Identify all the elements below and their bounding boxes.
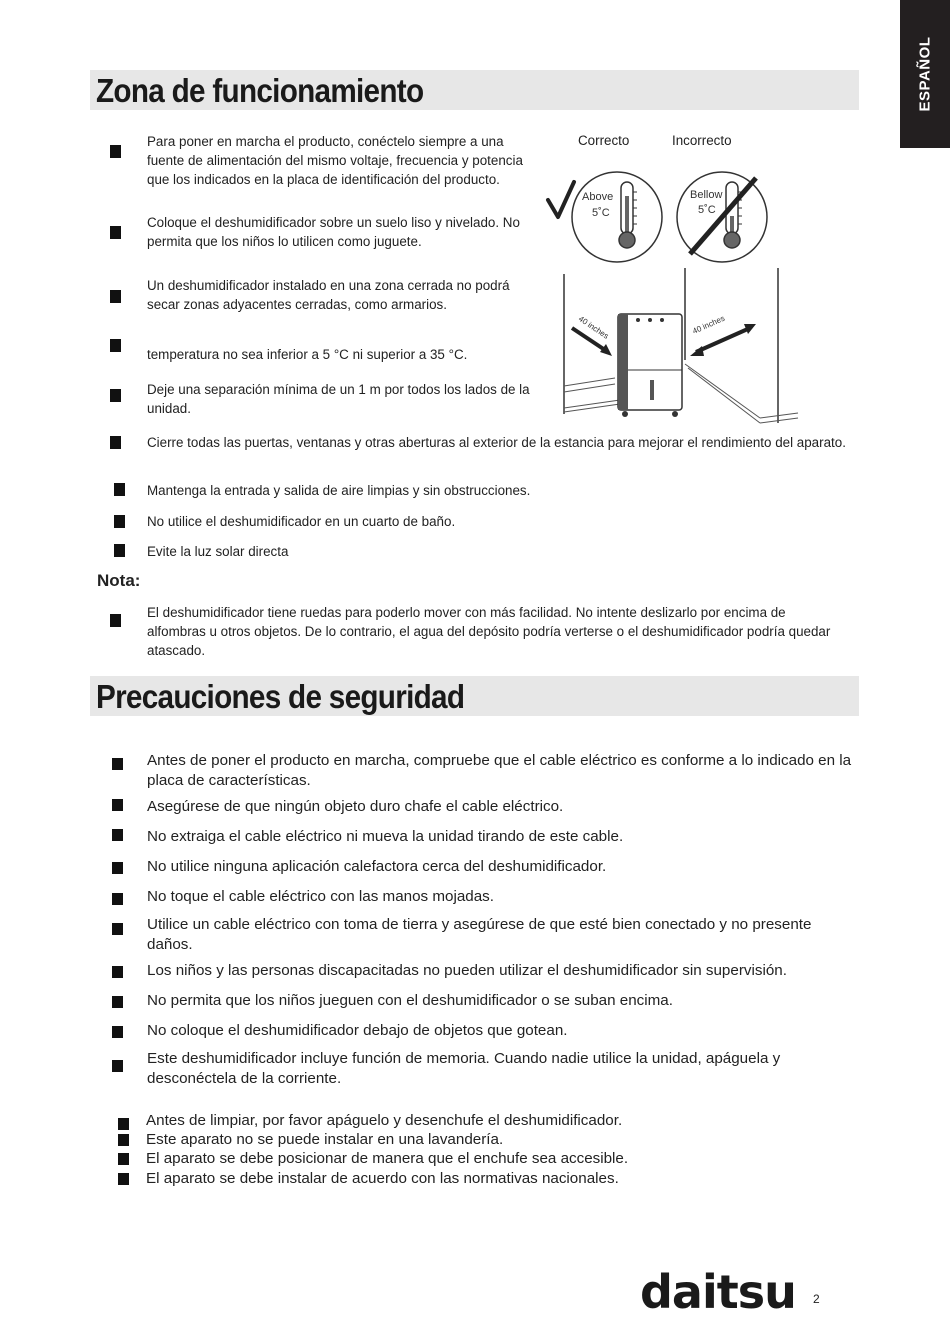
clearance-right-label: 40 inches <box>691 313 727 336</box>
list-item: No extraiga el cable eléctrico ni mueva la unidad tirando de este cable. <box>147 828 624 845</box>
list-item: Este aparato no se puede instalar en una lavandería. <box>146 1131 504 1148</box>
bullet-icon <box>114 544 125 557</box>
list-item: Un deshumidificador instalado en una zona cerrada no podrá secar zonas adyacentes cerradas, como armarios. <box>147 278 510 312</box>
list-item: Antes de poner el producto en marcha, compruebe que el cable eléctrico es conforme a lo indicado en la placa de características. <box>147 752 852 789</box>
temperature-figure <box>540 162 780 268</box>
bullet-icon <box>110 436 121 449</box>
bullet-icon <box>112 996 123 1008</box>
bullet-icon <box>112 1060 123 1072</box>
bullet-icon <box>112 799 123 811</box>
bullet-icon <box>114 515 125 528</box>
bullet-icon <box>118 1153 129 1165</box>
bullet-icon <box>110 339 121 352</box>
incorrect-temp-line2: 5˚C <box>698 204 716 216</box>
list-item: Coloque el deshumidificador sobre un suelo liso y nivelado. No permita que los niños lo utilicen como juguete. <box>147 215 520 249</box>
list-item: No permita que los niños jueguen con el deshumidificador o se suban encima. <box>147 992 673 1009</box>
correct-caption: Correcto <box>578 133 630 148</box>
dehumidifier-icon <box>618 314 682 417</box>
daitsu-logo <box>640 1268 800 1318</box>
list-item: Utilice un cable eléctrico con toma de tierra y asegúrese de que esté bien conectado y no presente daños. <box>147 916 812 953</box>
bullet-icon <box>112 758 123 770</box>
bullet-icon <box>110 290 121 303</box>
bullet-icon <box>110 145 121 158</box>
note-text: El deshumidificador tiene ruedas para poderlo mover con más facilidad. No intente deslizarlo por encima de alfombras u otros objetos. De lo contrario, el agua del depósito podría verterse o el deshumidificador podría quedar atascado. <box>147 605 831 658</box>
list-item: Asegúrese de que ningún objeto duro chafe el cable eléctrico. <box>147 798 564 815</box>
list-item: El aparato se debe posicionar de manera que el enchufe sea accesible. <box>146 1150 629 1167</box>
bullet-icon <box>110 614 121 627</box>
clearance-left-label: 40 inches <box>576 314 611 341</box>
list-item: temperatura no sea inferior a 5 °C ni superior a 35 °C. <box>147 347 468 362</box>
list-item: Cierre todas las puertas, ventanas y otras aberturas al exterior de la estancia para mejorar el rendimiento del aparato. <box>147 435 846 450</box>
list-item: Antes de limpiar, por favor apáguelo y desenchufe el deshumidificador. <box>146 1112 623 1129</box>
bullet-icon <box>112 966 123 978</box>
section-title-precauciones: Precauciones de seguridad <box>96 678 465 715</box>
room-clearance-figure <box>560 268 800 428</box>
bullet-icon <box>114 483 125 496</box>
page-number: 2 <box>813 1292 820 1306</box>
correct-temp-line1: Above <box>582 191 614 203</box>
list-item: Deje una separación mínima de un 1 m por todos los lados de la unidad. <box>147 382 530 416</box>
section-header-zona <box>90 70 859 110</box>
language-tab <box>900 0 950 148</box>
bullet-icon <box>118 1134 129 1146</box>
bullet-icon <box>110 226 121 239</box>
list-item: No toque el cable eléctrico con las manos mojadas. <box>147 888 494 905</box>
correct-temp-line2: 5˚C <box>592 207 610 219</box>
list-item: Este deshumidificador incluye función de memoria. Cuando nadie utilice la unidad, apáguela y desconéctela de la corriente. <box>147 1050 781 1087</box>
list-item: No utilice el deshumidificador en un cuarto de baño. <box>147 514 456 529</box>
bullet-icon <box>110 389 121 402</box>
note-label: Nota: <box>97 571 141 590</box>
bullet-icon <box>112 829 123 841</box>
list-item: Evite la luz solar directa <box>147 544 289 559</box>
list-item: No utilice ninguna aplicación calefactora cerca del deshumidificador. <box>147 858 607 875</box>
section-header-precauciones <box>90 676 859 716</box>
list-item: Los niños y las personas discapacitadas no pueden utilizar el deshumidificador sin supervisión. <box>147 962 787 979</box>
bullet-icon <box>112 862 123 874</box>
thermometer-icon <box>619 182 637 248</box>
bullet-icon <box>118 1118 129 1130</box>
list-item: Para poner en marcha el producto, conéctelo siempre a una fuente de alimentación del mismo voltaje, frecuencia y potencia que los indicados en la placa de identificación del producto. <box>147 134 523 187</box>
bullet-icon <box>112 893 123 905</box>
correct-circle <box>572 172 662 262</box>
bullet-icon <box>112 1026 123 1038</box>
brand-logo-text: daitsu <box>640 1268 796 1318</box>
incorrect-caption: Incorrecto <box>672 133 732 148</box>
list-item: No coloque el deshumidificador debajo de objetos que gotean. <box>147 1022 568 1039</box>
check-mark-icon <box>548 182 574 217</box>
incorrect-temp-line1: Bellow <box>690 189 723 201</box>
bullet-icon <box>118 1173 129 1185</box>
list-item: El aparato se debe instalar de acuerdo con las normativas nacionales. <box>146 1170 619 1187</box>
language-tab-label: ESPAÑOL <box>916 36 934 112</box>
list-item: Mantenga la entrada y salida de aire limpias y sin obstrucciones. <box>147 483 531 498</box>
section-title-zona: Zona de funcionamiento <box>96 72 424 109</box>
bullet-icon <box>112 923 123 935</box>
